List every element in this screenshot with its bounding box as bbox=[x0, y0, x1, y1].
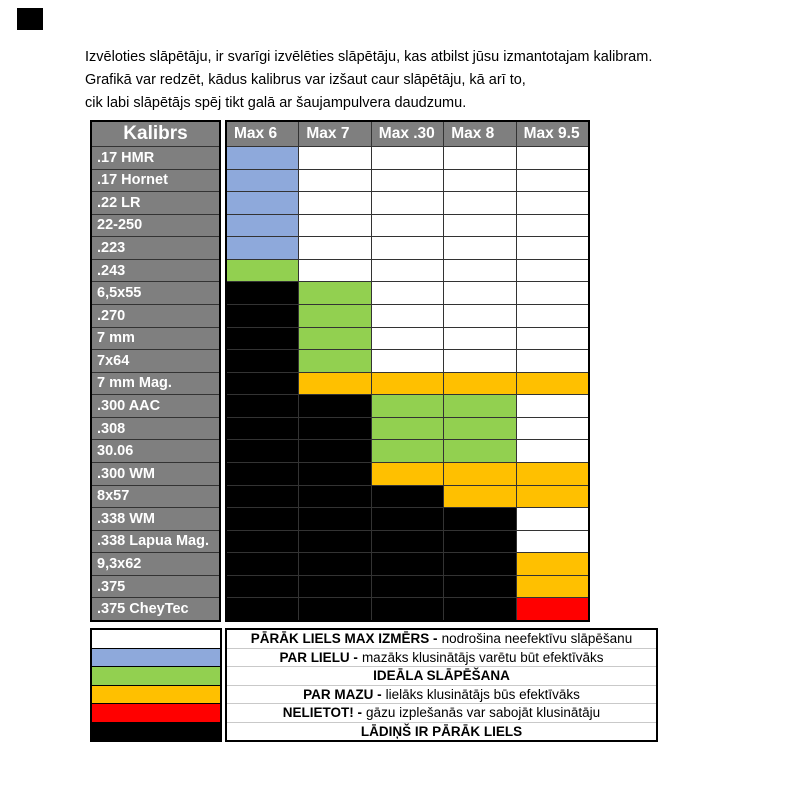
row-label: 22-250 bbox=[92, 215, 219, 237]
row-label: 30.06 bbox=[92, 440, 219, 462]
column-header: Max .30 bbox=[372, 122, 443, 146]
matrix-cell-black bbox=[444, 531, 515, 553]
matrix-cell-white bbox=[517, 192, 588, 214]
row-label: .375 CheyTec bbox=[92, 598, 219, 620]
matrix-cell-yellow bbox=[372, 463, 443, 485]
matrix-cell-white bbox=[299, 260, 370, 282]
row-label: .300 AAC bbox=[92, 395, 219, 417]
row-label: .243 bbox=[92, 260, 219, 282]
matrix-cell-white bbox=[372, 328, 443, 350]
matrix-cell-white bbox=[372, 282, 443, 304]
legend-term: IDEĀLA SLĀPĒŠANA bbox=[373, 668, 510, 684]
suppressor-matrix-grid bbox=[225, 120, 590, 622]
matrix-cell-black bbox=[372, 598, 443, 620]
matrix-cell-yellow bbox=[444, 486, 515, 508]
matrix-cell-green bbox=[227, 260, 298, 282]
matrix-cell-green bbox=[299, 282, 370, 304]
matrix-cell-black bbox=[227, 508, 298, 530]
matrix-cell-black bbox=[299, 418, 370, 440]
matrix-cell-white bbox=[517, 531, 588, 553]
legend-row bbox=[227, 704, 656, 723]
matrix-cell-white bbox=[517, 328, 588, 350]
matrix-cell-black bbox=[227, 395, 298, 417]
row-label: .308 bbox=[92, 418, 219, 440]
legend-desc: lielāks klusinātājs būs efektīvāks bbox=[385, 686, 580, 702]
row-label: 6,5x55 bbox=[92, 282, 219, 304]
row-label: 7 mm Mag. bbox=[92, 373, 219, 395]
matrix-cell-yellow bbox=[517, 373, 588, 395]
row-label: 8x57 bbox=[92, 486, 219, 508]
matrix-cell-black bbox=[299, 553, 370, 575]
row-label: .338 WM bbox=[92, 508, 219, 530]
matrix-cell-red bbox=[517, 598, 588, 620]
matrix-cell-black bbox=[227, 598, 298, 620]
matrix-cell-black bbox=[444, 576, 515, 598]
matrix-cell-blue bbox=[227, 237, 298, 259]
intro-line-3: cik labi slāpētājs spēj tikt galā ar šaujampulvera daudzumu. bbox=[85, 95, 467, 111]
matrix-cell-yellow bbox=[444, 463, 515, 485]
row-label: .300 WM bbox=[92, 463, 219, 485]
matrix-cell-white bbox=[372, 350, 443, 372]
matrix-cell-yellow bbox=[372, 373, 443, 395]
matrix-cell-white bbox=[444, 147, 515, 169]
matrix-cell-yellow bbox=[517, 463, 588, 485]
matrix-cell-black bbox=[299, 486, 370, 508]
column-header: Max 9.5 bbox=[517, 122, 588, 146]
matrix-cell-white bbox=[517, 418, 588, 440]
matrix-cell-white bbox=[517, 147, 588, 169]
matrix-cell-white bbox=[372, 170, 443, 192]
matrix-cell-black bbox=[444, 508, 515, 530]
matrix-cell-green bbox=[299, 305, 370, 327]
matrix-cell-black bbox=[299, 395, 370, 417]
row-label: .17 HMR bbox=[92, 147, 219, 169]
matrix-cell-white bbox=[372, 192, 443, 214]
matrix-cell-black bbox=[227, 373, 298, 395]
matrix-cell-yellow bbox=[444, 373, 515, 395]
matrix-cell-white bbox=[517, 440, 588, 462]
matrix-cell-white bbox=[372, 215, 443, 237]
matrix-cell-black bbox=[299, 531, 370, 553]
legend-swatch-white bbox=[92, 630, 220, 648]
matrix-cell-white bbox=[444, 215, 515, 237]
matrix-cell-black bbox=[227, 418, 298, 440]
matrix-cell-white bbox=[444, 305, 515, 327]
row-label: 7 mm bbox=[92, 328, 219, 350]
matrix-cell-green bbox=[299, 328, 370, 350]
matrix-cell-yellow bbox=[517, 486, 588, 508]
matrix-cell-blue bbox=[227, 170, 298, 192]
row-label: 9,3x62 bbox=[92, 553, 219, 575]
row-label: 7x64 bbox=[92, 350, 219, 372]
legend-swatch-red bbox=[92, 704, 220, 722]
legend-swatch-column bbox=[90, 628, 222, 742]
legend-desc: gāzu izplešanās var sabojāt klusinātāju bbox=[366, 705, 601, 721]
matrix-cell-white bbox=[444, 192, 515, 214]
matrix-cell-black bbox=[372, 508, 443, 530]
legend-row bbox=[227, 630, 656, 649]
legend-term: PĀRĀK LIELS MAX IZMĒRS - bbox=[250, 631, 438, 647]
matrix-cell-white bbox=[517, 395, 588, 417]
matrix-cell-white bbox=[517, 215, 588, 237]
legend-desc: mazāks klusinātājs varētu būt efektīvāks bbox=[361, 649, 604, 665]
matrix-cell-white bbox=[444, 350, 515, 372]
matrix-cell-black bbox=[227, 328, 298, 350]
matrix-cell-white bbox=[517, 170, 588, 192]
matrix-cell-green bbox=[372, 418, 443, 440]
matrix-cell-black bbox=[227, 440, 298, 462]
matrix-cell-white bbox=[444, 237, 515, 259]
matrix-cell-black bbox=[372, 553, 443, 575]
matrix-cell-white bbox=[299, 147, 370, 169]
matrix-cell-white bbox=[517, 282, 588, 304]
matrix-cell-black bbox=[299, 463, 370, 485]
matrix-cell-black bbox=[227, 486, 298, 508]
matrix-cell-white bbox=[299, 192, 370, 214]
matrix-cell-white bbox=[517, 237, 588, 259]
matrix-cell-green bbox=[444, 395, 515, 417]
row-label: .22 LR bbox=[92, 192, 219, 214]
matrix-cell-white bbox=[517, 350, 588, 372]
matrix-cell-black bbox=[299, 598, 370, 620]
legend-row bbox=[227, 686, 656, 705]
matrix-cell-black bbox=[227, 282, 298, 304]
legend-desc: nodrošina neefektīvu slāpēšanu bbox=[441, 631, 633, 647]
matrix-cell-blue bbox=[227, 147, 298, 169]
matrix-cell-black bbox=[227, 553, 298, 575]
matrix-cell-black bbox=[372, 576, 443, 598]
matrix-cell-black bbox=[444, 598, 515, 620]
caliber-label-column bbox=[90, 120, 221, 622]
row-label: .338 Lapua Mag. bbox=[92, 531, 219, 553]
row-label: .223 bbox=[92, 237, 219, 259]
column-header: Max 8 bbox=[444, 122, 515, 146]
matrix-cell-black bbox=[372, 486, 443, 508]
matrix-cell-black bbox=[299, 576, 370, 598]
matrix-cell-white bbox=[517, 260, 588, 282]
legend-swatch-yellow bbox=[92, 686, 220, 704]
corner-mark bbox=[17, 8, 43, 30]
row-label: .375 bbox=[92, 576, 219, 598]
column-header: Max 7 bbox=[299, 122, 370, 146]
matrix-cell-black bbox=[444, 553, 515, 575]
legend-row bbox=[227, 649, 656, 668]
row-label: .270 bbox=[92, 305, 219, 327]
matrix-cell-white bbox=[372, 305, 443, 327]
matrix-cell-green bbox=[372, 440, 443, 462]
matrix-cell-blue bbox=[227, 215, 298, 237]
matrix-cell-black bbox=[299, 440, 370, 462]
row-label: .17 Hornet bbox=[92, 170, 219, 192]
legend-term: LĀDIŅŠ IR PĀRĀK LIELS bbox=[360, 723, 523, 739]
intro-text bbox=[85, 46, 652, 115]
kalibrs-header: Kalibrs bbox=[92, 122, 219, 146]
matrix-cell-white bbox=[444, 170, 515, 192]
matrix-cell-black bbox=[227, 531, 298, 553]
matrix-cell-black bbox=[227, 350, 298, 372]
legend-term: PAR MAZU - bbox=[303, 686, 382, 702]
legend-swatch-black bbox=[92, 723, 220, 741]
matrix-cell-white bbox=[372, 260, 443, 282]
legend-text-box bbox=[225, 628, 658, 742]
matrix-cell-white bbox=[299, 237, 370, 259]
intro-line-2: Grafikā var redzēt, kādus kalibrus var izšaut caur slāpētāju, kā arī to, bbox=[85, 72, 526, 88]
matrix-cell-white bbox=[444, 328, 515, 350]
matrix-cell-yellow bbox=[517, 553, 588, 575]
matrix-cell-green bbox=[372, 395, 443, 417]
matrix-cell-black bbox=[227, 576, 298, 598]
matrix-cell-white bbox=[299, 170, 370, 192]
matrix-cell-blue bbox=[227, 192, 298, 214]
matrix-cell-green bbox=[444, 418, 515, 440]
matrix-cell-black bbox=[227, 305, 298, 327]
matrix-cell-white bbox=[299, 215, 370, 237]
legend-row bbox=[227, 723, 656, 741]
legend-swatch-green bbox=[92, 667, 220, 685]
matrix-cell-white bbox=[444, 282, 515, 304]
matrix-cell-white bbox=[517, 305, 588, 327]
matrix-cell-yellow bbox=[517, 576, 588, 598]
intro-line-1: Izvēloties slāpētāju, ir svarīgi izvēlēties slāpētāju, kas atbilst jūsu izmantotajam kalibram. bbox=[85, 49, 653, 65]
matrix-cell-yellow bbox=[299, 373, 370, 395]
matrix-cell-green bbox=[299, 350, 370, 372]
legend-term: NELIETOT! - bbox=[282, 705, 363, 721]
legend-row bbox=[227, 667, 656, 686]
matrix-cell-white bbox=[444, 260, 515, 282]
column-header: Max 6 bbox=[227, 122, 298, 146]
matrix-cell-black bbox=[299, 508, 370, 530]
matrix-cell-black bbox=[372, 531, 443, 553]
matrix-cell-white bbox=[517, 508, 588, 530]
matrix-cell-white bbox=[372, 237, 443, 259]
legend-term: PAR LIELU - bbox=[279, 649, 358, 665]
legend-swatch-blue bbox=[92, 649, 220, 667]
matrix-cell-green bbox=[444, 440, 515, 462]
matrix-cell-black bbox=[227, 463, 298, 485]
matrix-cell-white bbox=[372, 147, 443, 169]
